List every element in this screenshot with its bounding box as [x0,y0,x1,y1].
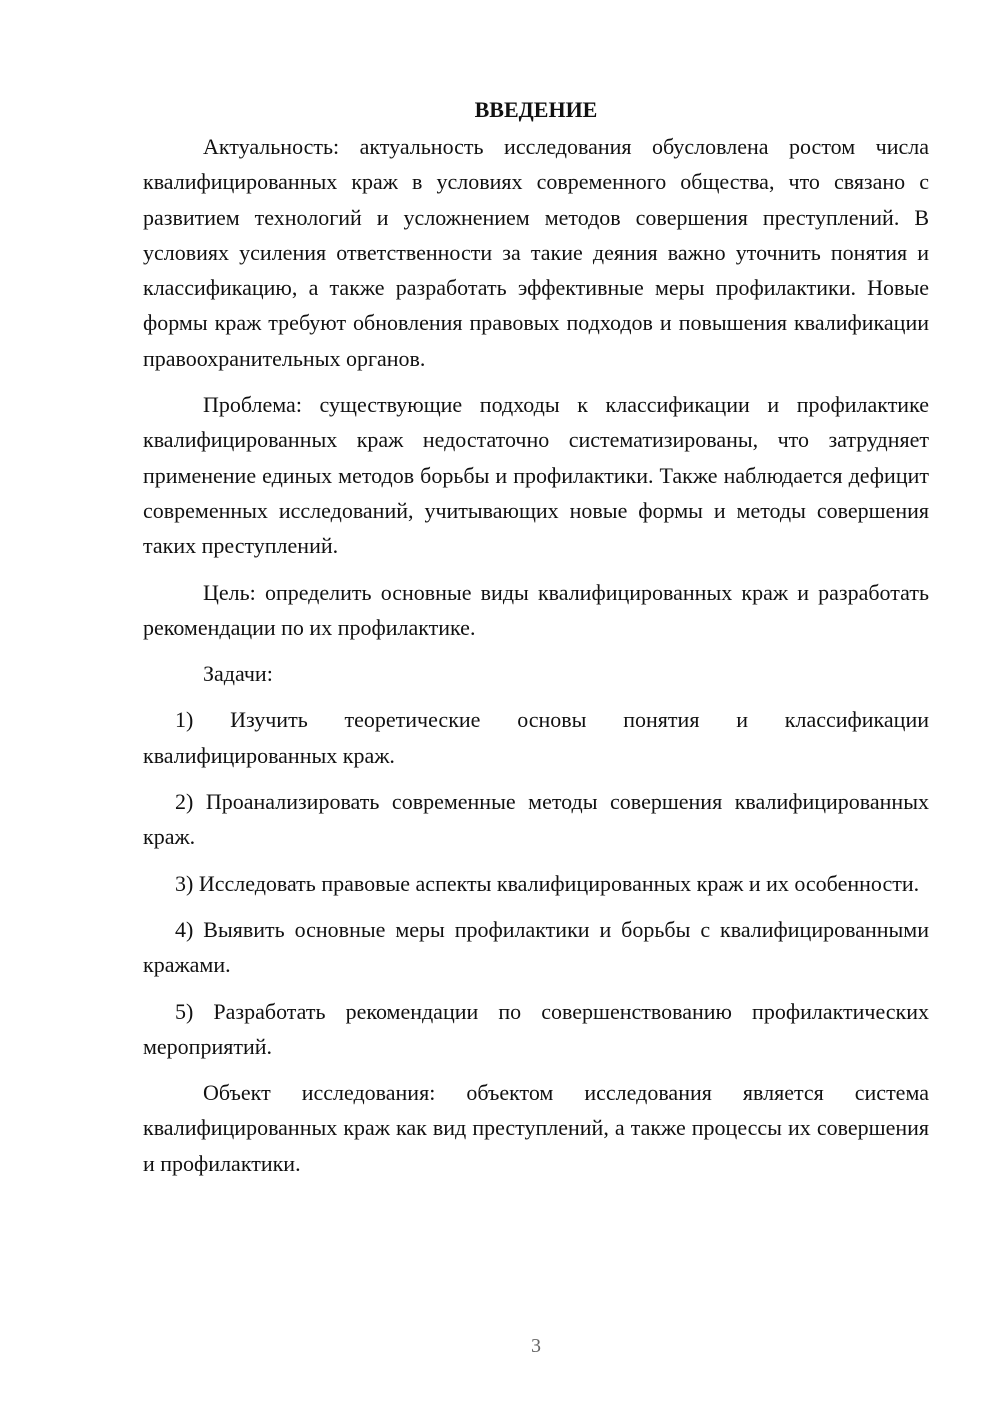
task-item-2: 2) Проанализировать современные методы совершения квалифицированных краж. [143,789,929,850]
task-item-4: 4) Выявить основные меры профилактики и борьбы с квалифицированными кражами. [143,916,929,978]
page-content [143,92,929,1192]
relevance-paragraph: Актуальность: актуальность исследования обусловлена ростом числа квалифицированных краж в условиях современного общества, что связано с развитием технологий и усложнением методов совершения преступлений. В условиях усиления ответственности за такие деяния важно уточнить понятия и классификацию, а также разработать эффективные меры профилактики. Новые формы краж требуют обновления правовых подходов и повышения квалификации правоохранительных органов. [143,134,929,371]
task-item-1: 1) Изучить теоретические основы понятия и классификации квалифицированных краж. [143,707,929,768]
object-paragraph: Объект исследования: объектом исследования является система квалифицированных краж как вид преступлений, а также процессы их совершения и профилактики. [143,1080,929,1176]
page-number: 3 [531,1335,541,1357]
tasks-heading: Задачи: [203,661,273,687]
task-item-5: 5) Разработать рекомендации по совершенствованию профилактических мероприятий. [143,998,929,1059]
task-item-3: 3) Исследовать правовые аспекты квалифицированных краж и их особенности. [175,870,920,896]
section-title: ВВЕДЕНИЕ [474,97,598,122]
goal-paragraph: Цель: определить основные виды квалифицированных краж и разработать рекомендации по их профилактике. [143,579,929,640]
problem-paragraph: Проблема: существующие подходы к классификации и профилактике квалифицированных краж недостаточно систематизированы, что затрудняет применение единых методов борьбы и профилактики. Также наблюдается дефицит современных исследований, учитывающих новые формы и методы совершения таких преступлений. [143,392,929,559]
